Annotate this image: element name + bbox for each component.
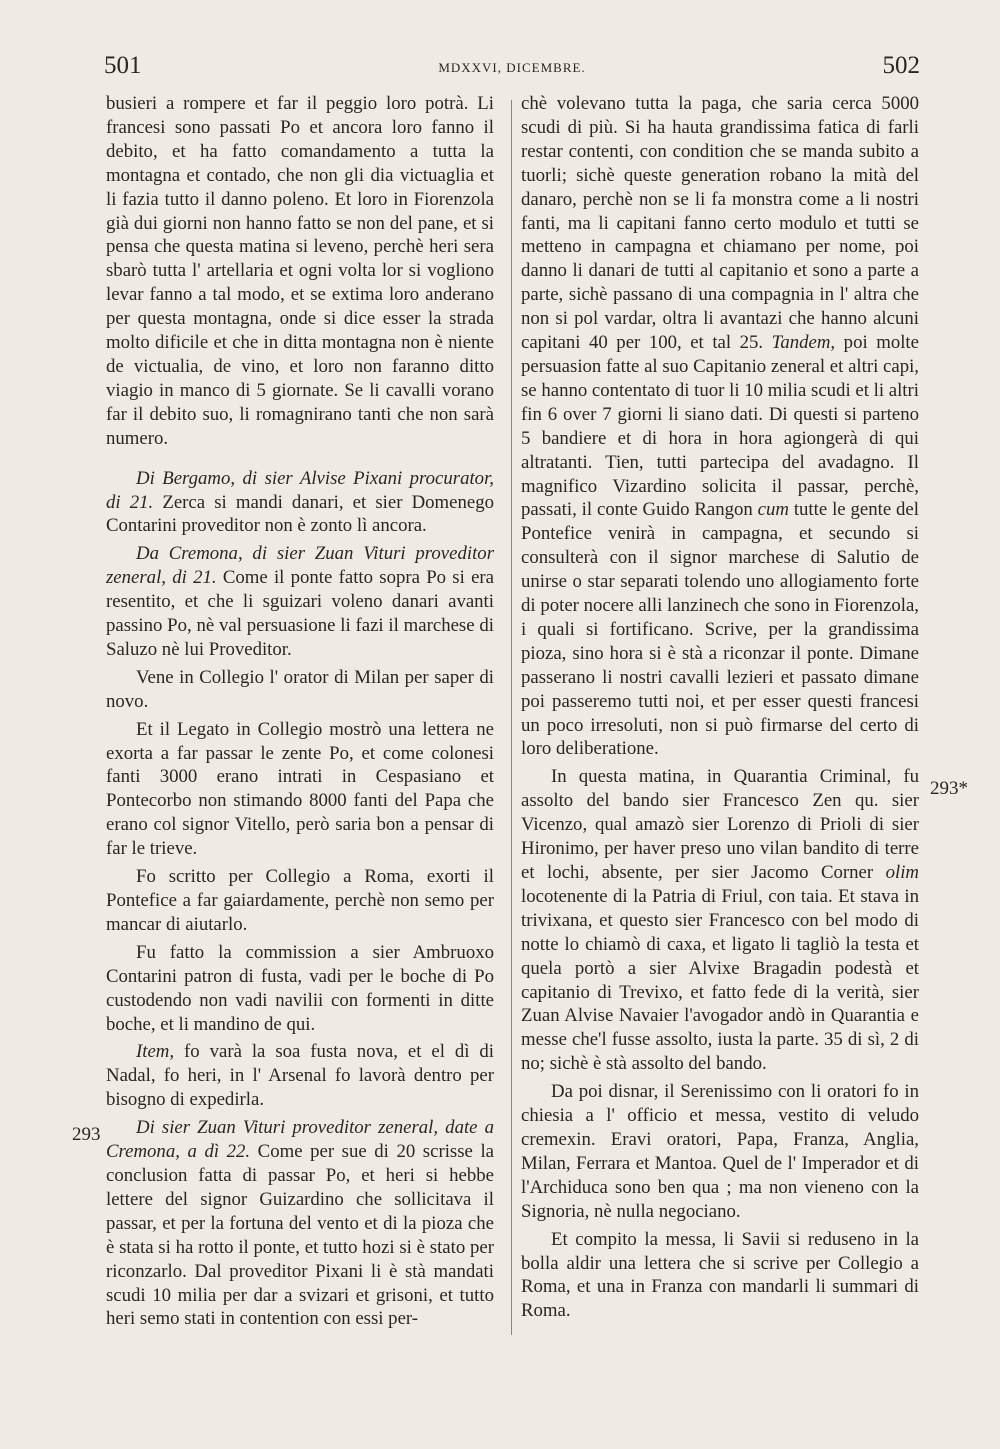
column-divider xyxy=(511,100,512,1335)
paragraph-text: Come per sue di 20 scrisse la conclusion fatta di passar Po, et heri si hebbe lettere del signor Guizardino che sollicitava il passar, et per la fortuna del vento et di la pioza che è stata si ha rotto il ponte, et tutto hozi si è stato per riconzarlo. Dal proveditor Pixani li è stà mandati scudi 10 milia per dar a svizari et grisoni, et tutto heri semo stati in contention con essi per- xyxy=(106,1141,495,1330)
paragraph-text: poi molte persuasion fatte al suo Capitanio zeneral et altri capi, se hanno contentato di tuor li 10 milia scudi et li altri fin 6 over 7 giorni li siano dati. Di questi si parteno 5 bandiere et di hora in hora agiongerà di qui altratanti. Tien, tutti partecipa del avadagno. Il magnifico Vizardino solicita il passar, perchè, passati, il conte Guido Rangon xyxy=(521,332,919,521)
paragraph-text: tutte le gente del Pontefice venirà in campagna, et secundo si consulterà con il signor marchese di Salutio de unirse o star separati tolendo uno allogiamento forte di poter nocere alli lanzinech che sono in Fiorenzola, i quali si fortificano. Scrive, per la grandissima pioza, sino hora si è stà a riconzar il ponte. Dimane passerano li nostri cavalli lezieri et passato dimane poi passeremo tutti noi, et per esser questi francesi un poco irresoluti, non si può firmarse del certo di loro deliberatione. xyxy=(521,499,919,760)
paragraph-text: Zerca si mandi danari, et sier Domenego Contarini proveditor non è zonto lì ancora. xyxy=(106,491,494,537)
paragraph-heading: Di Bergamo, di sier Alvise Pixani procurator, di 21. xyxy=(106,467,494,513)
italic-word: Tandem, xyxy=(771,332,836,354)
paragraph xyxy=(106,542,494,662)
italic-word: cum xyxy=(757,499,789,521)
page-number-left: 501 xyxy=(104,52,142,79)
running-title: MDXXVI, DICEMBRE. xyxy=(438,60,586,75)
paragraph xyxy=(106,467,494,539)
paragraph: Fu fatto la commission a sier Ambruoxo Contarini patron di fusta, vadi per le boche di Po custodendo non vadi navilii con formenti in ditte boche, et li mandino de qui. xyxy=(106,941,494,1035)
paragraph xyxy=(106,1040,494,1112)
paragraph-text: Come il ponte fatto sopra Po si era resentito, et che li sguizari voleno danari avanti passino Po, nè val persuasione li fazi il marchese di Saluzo nè lui Proveditor. xyxy=(106,567,494,660)
margin-note-right: 293* xyxy=(930,778,968,799)
paragraph: Fo scritto per Collegio a Roma, exorti il Pontefice a far gaiardamente, perchè non semo per mancar di aiutarlo. xyxy=(106,866,494,935)
page-number-right: 502 xyxy=(882,52,920,79)
right-column xyxy=(521,92,919,1323)
paragraph: Da poi disnar, il Serenissimo con li oratori fo in chiesia a l' officio et messa, vestito di veludo cremexin. Eravi oratori, Papa, Franza, Anglia, Milan, Ferrara et Mantoa. Quel de l' Imperador et di l'Archiduca sono ben qua ; ma non vieneno con la Signoria, nè nulla negociano. xyxy=(521,1081,919,1222)
paragraph: busieri a rompere et far il peggio loro potrà. Li francesi sono passati Po et ancora loro fanno il debito, et ha fatto comandamento a tutta la montagna et contado, che non gli dia victuaglia et li fazia tutto il danno poleno. Et loro in Fiorenzola già dui giorni non hanno fatto se non del pane, et si pensa che questa matina si leveno, perchè heri sera sbarò tutta l' artellaria et ogni volta lor si vogliono levar fanno a tal modo, et se extima loro anderano per questa montagna, onde si dice esser la strada molto dificile et che in ditta montagna non è niente de victualia, de vino, et loro non faranno ditto viagio in manco di 5 giornate. Se li cavalli vorano far il debito suo, li romagnirano tanti che non sarà numero. xyxy=(106,93,494,449)
paragraph-heading: Da Cremona, di sier Zuan Vituri proveditor zeneral, di 21. xyxy=(106,543,494,589)
paragraph: Vene in Collegio l' orator di Milan per saper di novo. xyxy=(106,666,494,712)
margin-note-left: 293 xyxy=(72,1124,101,1145)
paragraph-heading: Di sier Zuan Vituri proveditor zeneral, date a Cremona, a dì 22. xyxy=(106,1117,494,1163)
paragraph: Et compito la messa, li Savii si reduseno in la bolla aldir una lettera che si scrive per Collegio a Roma, et una in Franza con mandarli li summari di Roma. xyxy=(521,1228,919,1322)
paragraph xyxy=(521,92,919,761)
paragraph: Et il Legato in Collegio mostrò una lettera ne exorta a far passar le zente Po, et come colonesi fanti 3000 erano intrati in Cespasiano et Pontecorbo non stimando 8000 fanti del Papa che erano col signor Vitello, però saria bon a pensar di far le trieve. xyxy=(106,718,494,860)
paragraph xyxy=(521,765,919,1076)
page-header xyxy=(104,52,920,86)
paragraph-text: locotenente di la Patria di Friul, con taia. Et stava in trivixana, et questo sier Francesco con bel modo di notte lo chiamò di caxa, et ligato li tagliò la testa et quela portò a sier Alvixe Bragadin podestà et capitanio di Trevixo, et fatto fede di la verità, sier Zuan Alvise Navaier l'avogador andò in Quarantia e messe che'l fusse assolto, iusta la parte. 35 di sì, 2 di no; sichè è stà assolto del bando. xyxy=(521,885,919,1075)
left-column xyxy=(106,92,494,1331)
italic-word: olim xyxy=(885,862,919,883)
paragraph-heading: Item, xyxy=(136,1041,175,1063)
paragraph-text: fo varà la soa fusta nova, et el dì di Nadal, fo heri, in l' Arsenal fo lavorà dentro per bisogno di expedirla. xyxy=(106,1041,494,1111)
paragraph xyxy=(106,1116,494,1331)
paragraph-text: In questa matina, in Quarantia Criminal, fu assolto del bando sier Francesco Zen qu. sier Vicenzo, qual amazò sier Lorenzo di Prioli di sier Hironimo, per haver preso uno vilan bandito di terre et lochi, absente, per sier Jacomo Corner xyxy=(521,766,919,883)
paragraph-text: chè volevano tutta la paga, che saria cerca 5000 scudi di più. Si ha hauta grandissima fatica di farli restar contenti, con condition che se manda subito a tuorli; sichè queste generation robano la mità del danaro, perchè non se li fa monstra come a li nostri fanti, ma li capitani fanno certo modulo et tutti se metteno in campagna et chiamano per nome, poi danno li danari de tutti al capitanio et sono a parte a parte, sichè passano di una compagnia in l' altra che non si pol vardar, oltra li avantazi che hanno alcuni capitani 40 per 100, et tal 25. xyxy=(521,93,919,354)
